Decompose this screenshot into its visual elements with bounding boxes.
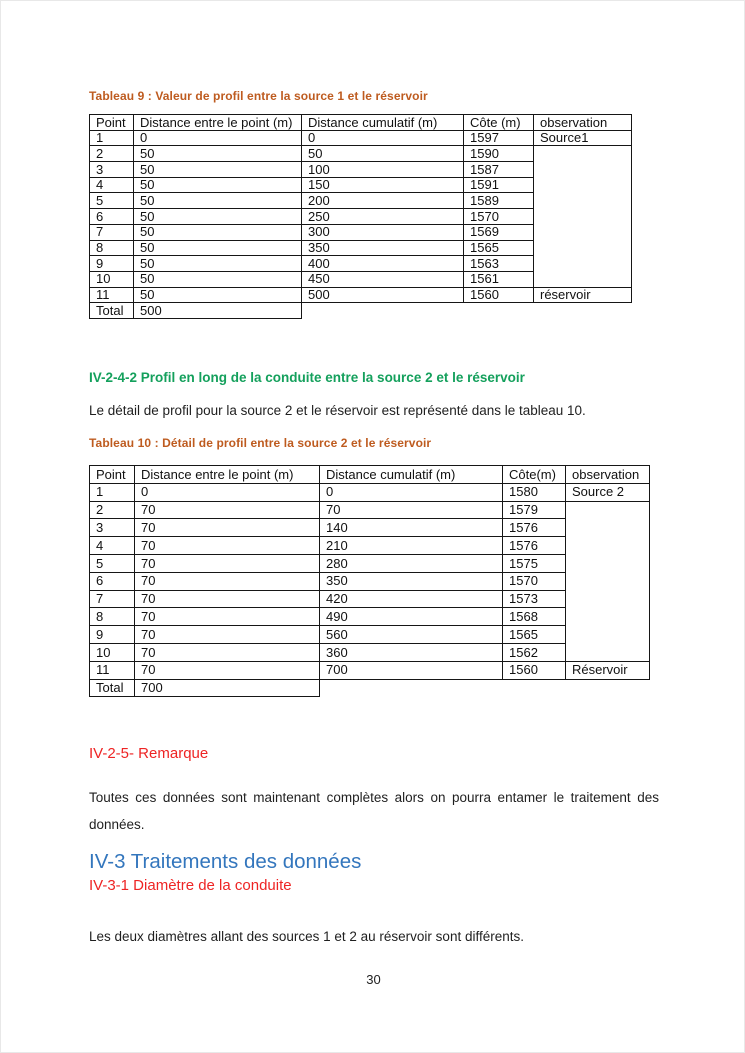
table10-profile-source2 — [89, 465, 650, 697]
table-cell: 6 — [90, 209, 134, 225]
table-cell: Source 2 — [566, 483, 650, 501]
table-row — [90, 501, 650, 519]
table-cell: 4 — [90, 537, 135, 555]
table-cell — [566, 501, 650, 661]
table-cell: 70 — [135, 608, 320, 626]
table-cell: Source1 — [534, 130, 632, 146]
table-cell: 70 — [135, 554, 320, 572]
table-cell: 8 — [90, 608, 135, 626]
table-cell: 3 — [90, 519, 135, 537]
table-cell: 50 — [134, 177, 302, 193]
table-cell: 1562 — [503, 643, 566, 661]
table-cell: 50 — [134, 271, 302, 287]
table-cell: 9 — [90, 626, 135, 644]
table10-caption: Tableau 10 : Détail de profil entre la source 2 et le réservoir — [89, 436, 432, 450]
table-cell: 1561 — [464, 271, 534, 287]
table-row — [90, 287, 632, 303]
table-cell: 0 — [320, 483, 503, 501]
table-header-row — [90, 115, 632, 131]
table-cell: 70 — [135, 501, 320, 519]
table-header-row — [90, 466, 650, 484]
table-cell: 210 — [320, 537, 503, 555]
table-cell: 10 — [90, 271, 134, 287]
table-cell: 50 — [134, 256, 302, 272]
table-row — [90, 661, 650, 679]
table9-caption: Tableau 9 : Valeur de profil entre la source 1 et le réservoir — [89, 89, 428, 103]
table-cell: 250 — [302, 209, 464, 225]
table-cell: 1579 — [503, 501, 566, 519]
table-cell: 490 — [320, 608, 503, 626]
table-cell: 700 — [135, 679, 320, 697]
table-cell: 11 — [90, 661, 135, 679]
table-cell — [534, 146, 632, 287]
table-cell: 350 — [320, 572, 503, 590]
table-cell: 100 — [302, 162, 464, 178]
table-cell: 70 — [135, 643, 320, 661]
table-cell: 450 — [302, 271, 464, 287]
table-cell: 1597 — [464, 130, 534, 146]
table-row — [90, 303, 632, 319]
column-header: Distance entre le point (m) — [135, 466, 320, 484]
table-cell: Réservoir — [566, 661, 650, 679]
column-header: Distance cumulatif (m) — [320, 466, 503, 484]
table-cell: 140 — [320, 519, 503, 537]
table-cell: 560 — [320, 626, 503, 644]
table-cell: 50 — [134, 287, 302, 303]
column-header: Côte (m) — [464, 115, 534, 131]
table-cell: 70 — [135, 519, 320, 537]
table-cell: 2 — [90, 146, 134, 162]
column-header: observation — [566, 466, 650, 484]
table-cell: 500 — [302, 287, 464, 303]
table-cell: 500 — [134, 303, 302, 319]
table-cell: 50 — [134, 146, 302, 162]
table-cell: 150 — [302, 177, 464, 193]
table-cell: 70 — [135, 572, 320, 590]
column-header: observation — [534, 115, 632, 131]
table-cell: 1 — [90, 483, 135, 501]
table-cell: 5 — [90, 193, 134, 209]
section-heading-iv-2-4-2: IV-2-4-2 Profil en long de la conduite entre la source 2 et le réservoir — [89, 370, 525, 385]
table-cell: 1560 — [503, 661, 566, 679]
table-cell: 1560 — [464, 287, 534, 303]
page-number: 30 — [366, 972, 381, 987]
table-cell: 50 — [302, 146, 464, 162]
table-cell: 1570 — [503, 572, 566, 590]
table-cell: 0 — [134, 130, 302, 146]
table-cell: 1565 — [464, 240, 534, 256]
table-cell: 280 — [320, 554, 503, 572]
table-cell: 0 — [135, 483, 320, 501]
table-row — [90, 679, 650, 697]
table-cell: réservoir — [534, 287, 632, 303]
table-cell: 3 — [90, 162, 134, 178]
table-row — [90, 483, 650, 501]
table-cell: 1580 — [503, 483, 566, 501]
table9-profile-source1 — [89, 114, 632, 319]
table-cell: 5 — [90, 554, 135, 572]
table-cell: 420 — [320, 590, 503, 608]
table-cell: 50 — [134, 209, 302, 225]
table-cell: 1576 — [503, 537, 566, 555]
table-cell: 70 — [135, 537, 320, 555]
table-cell: 400 — [302, 256, 464, 272]
table-cell: 1565 — [503, 626, 566, 644]
paragraph-remarque: Toutes ces données sont maintenant complètes alors on pourra entamer le traitement des données. — [89, 790, 659, 832]
table-cell: 1576 — [503, 519, 566, 537]
column-header: Distance cumulatif (m) — [302, 115, 464, 131]
table-cell: 70 — [135, 661, 320, 679]
table-cell: 70 — [135, 590, 320, 608]
table-cell: 1573 — [503, 590, 566, 608]
table-cell: 4 — [90, 177, 134, 193]
section-heading-iv-2-5: IV-2-5- Remarque — [89, 745, 209, 762]
table-cell: 7 — [90, 224, 134, 240]
table-cell: 1591 — [464, 177, 534, 193]
column-header: Distance entre le point (m) — [134, 115, 302, 131]
table-cell: 300 — [302, 224, 464, 240]
table-cell: 50 — [134, 162, 302, 178]
table-cell: 1 — [90, 130, 134, 146]
table-cell: 2 — [90, 501, 135, 519]
table-cell: 10 — [90, 643, 135, 661]
table-cell: 50 — [134, 224, 302, 240]
table-cell: 1568 — [503, 608, 566, 626]
table-cell: 6 — [90, 572, 135, 590]
column-header: Point — [90, 115, 134, 131]
table-cell: 1570 — [464, 209, 534, 225]
table-row — [90, 130, 632, 146]
column-header: Point — [90, 466, 135, 484]
table-cell: 7 — [90, 590, 135, 608]
section-heading-iv-3-1: IV-3-1 Diamètre de la conduite — [89, 877, 292, 894]
table-cell: 1590 — [464, 146, 534, 162]
section-heading-iv-3: IV-3 Traitements des données — [89, 850, 362, 873]
column-header: Côte(m) — [503, 466, 566, 484]
paragraph-diametres: Les deux diamètres allant des sources 1 et 2 au réservoir sont différents. — [89, 929, 524, 944]
table-cell: 1575 — [503, 554, 566, 572]
table-cell: 1589 — [464, 193, 534, 209]
table-row — [90, 146, 632, 162]
table-cell: 1569 — [464, 224, 534, 240]
table-cell: 360 — [320, 643, 503, 661]
table-cell: 8 — [90, 240, 134, 256]
table-cell: 70 — [320, 501, 503, 519]
table-cell: 350 — [302, 240, 464, 256]
table-cell: 11 — [90, 287, 134, 303]
table-cell: 200 — [302, 193, 464, 209]
table-cell: 0 — [302, 130, 464, 146]
table-cell: Total — [90, 303, 134, 319]
table-cell: Total — [90, 679, 135, 697]
table-cell: 50 — [134, 240, 302, 256]
table-cell: 70 — [135, 626, 320, 644]
table-cell: 1563 — [464, 256, 534, 272]
table-cell: 50 — [134, 193, 302, 209]
paragraph-tableau10-intro: Le détail de profil pour la source 2 et le réservoir est représenté dans le tableau 10. — [89, 403, 586, 418]
table-cell: 700 — [320, 661, 503, 679]
table-cell: 1587 — [464, 162, 534, 178]
table-cell: 9 — [90, 256, 134, 272]
